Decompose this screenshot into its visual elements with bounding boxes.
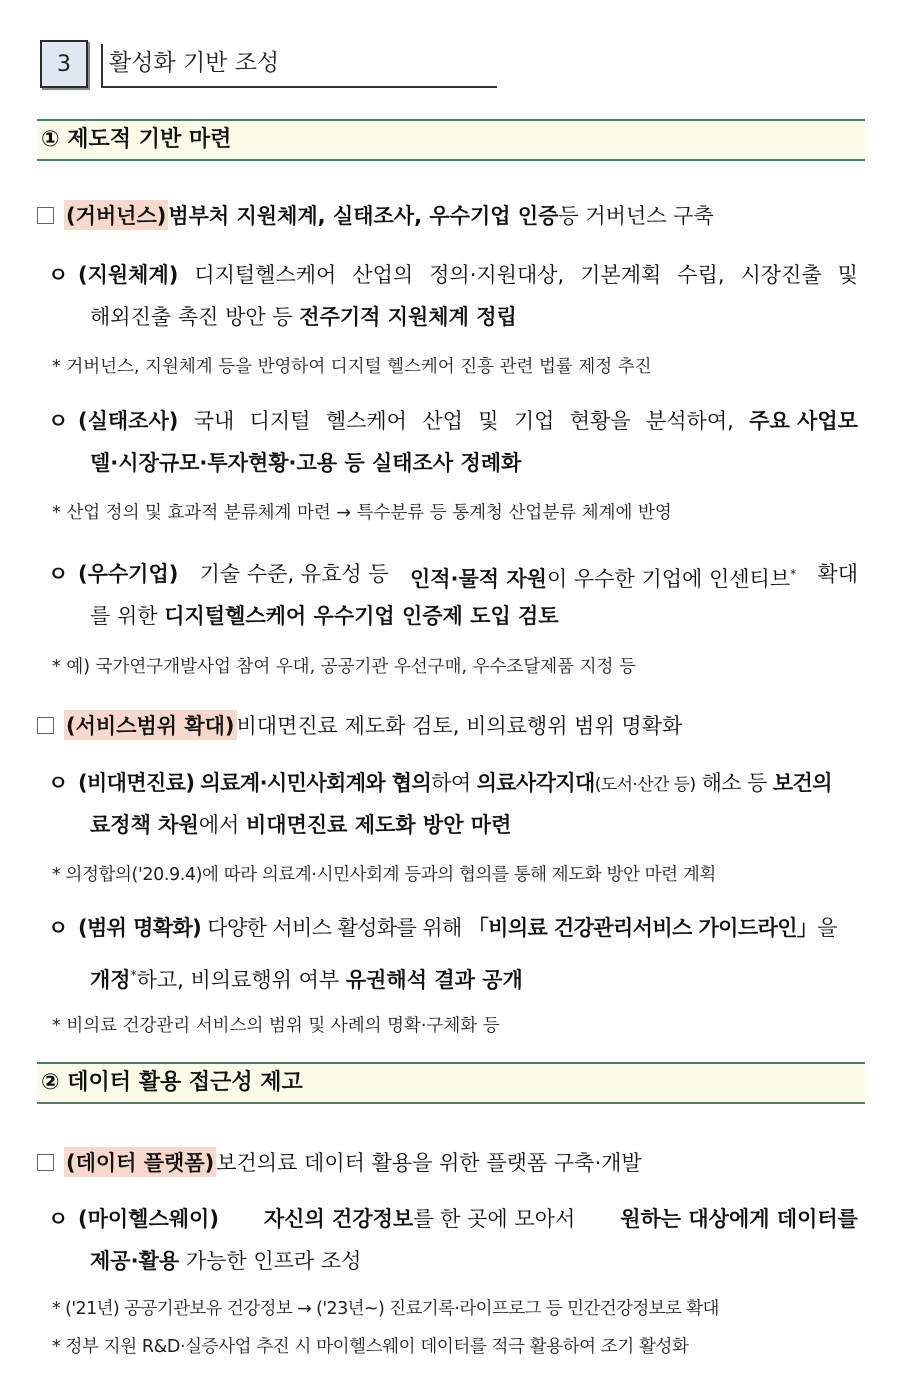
item-text: 에서 [198,813,246,837]
item-text: 기술 수준, 유효성 등 [199,562,389,586]
item-text-small: (도서·산간 등) [594,775,696,795]
bullet-icon: ㅇ [48,562,69,586]
section-heading-data-access: ② 데이터 활용 접근성 제고 [37,1062,865,1104]
bullet-icon: ㅇ [48,1207,69,1231]
item-text: 등 거버넌스 구축 [558,204,714,228]
item-text: 다양한 서비스 활성화를 위해 [207,916,462,940]
item-text: 하고, 비의료행위 여부 [136,968,346,992]
item-word: 정의·지원대상, [429,263,565,287]
item-myhealthway [48,1198,870,1282]
item-text-bold: 범부처 지원체계, 실태조사, 우수기업 인증 [168,204,559,228]
item-scope-clarification [48,907,870,1001]
item-word: 헬스케어 [325,409,407,433]
footnote: * 예) 국가연구개발사업 참여 우대, 공공기관 우선구매, 우수조달제품 지정 등 [52,657,636,677]
item-governance [37,200,714,230]
item-text-bold: 디지털헬스케어 우수기업 인증제 도입 검토 [164,604,559,628]
item-text-bold: 의료사각지대 [476,771,595,795]
item-text-bold: 개정 [90,968,131,992]
bullet-icon: ㅇ [48,409,69,433]
item-word: 및 [478,409,499,433]
item-text-bold: 유권해석 결과 공개 [345,968,523,992]
item-word: 기본계획 [580,263,662,287]
item-text-bold: 주요 사업모 [749,409,858,433]
item-telemedicine [48,762,870,846]
item-text: 확대 [817,562,858,586]
footnote: * 비의료 건강관리 서비스의 범위 및 사례의 명확·구체화 등 [52,1016,500,1036]
item-tag: (범위 명확화) [78,916,202,940]
item-text: 을 [817,916,837,940]
item-word: 산업의 [352,263,414,287]
item-text-bold: 전주기적 지원체계 정립 [299,305,517,329]
item-text: 하여 [431,771,477,795]
tag-label: (거버넌스) [64,200,168,230]
item-line [48,1240,870,1282]
item-tag: (지원체계) [78,263,179,287]
item-text: 비대면진료 제도화 검토, 비의료행위 범위 명확화 [236,714,683,738]
item-line [48,595,870,637]
item-survey [48,400,870,484]
item-excellent-company [48,553,870,637]
item-text-bold: 제공·활용 [90,1249,180,1273]
item-service-scope [37,710,682,740]
item-tag: (우수기업) [78,562,179,586]
item-tag: (실태조사) [78,409,179,433]
item-text-bold: 료정책 차원 [90,813,199,837]
item-text: 이 우수한 기업에 인센티브 [546,567,791,591]
item-word: 수립, [677,263,725,287]
item-data-platform [37,1147,642,1177]
item-text-bold: 델·시장규모·투자현황·고용 등 실태조사 정례화 [90,451,522,475]
item-text: 보건의료 데이터 활용을 위한 플랫폼 구축·개발 [216,1151,642,1175]
item-line [48,1198,858,1240]
item-text-bold: 자신의 건강정보 [263,1207,414,1231]
footnote: * ('21년) 공공기관보유 건강정보 → ('23년~) 진료기록·라이프로그 등 민간건강정보로 확대 [52,1299,719,1319]
item-tag: (마이헬스웨이) [78,1207,219,1231]
bullet-icon: ㅇ [48,771,68,795]
item-line [48,907,870,949]
item-line [48,762,870,804]
footnote-marker: * [790,567,797,581]
item-text: 해소 등 [695,771,773,795]
item-text: 를 한 곳에 모아서 [413,1207,576,1231]
item-word: 디지털 [249,409,311,433]
item-text-bold: 비대면진료 제도화 방안 마련 [246,813,512,837]
item-line [48,804,870,846]
item-text: 가능한 인프라 조성 [179,1249,362,1273]
item-line [48,949,870,1001]
item-word: 디지털헬스케어 [194,263,337,287]
item-word: 국내 [193,409,235,433]
item-word: 기업 [513,409,555,433]
footnote: * 산업 정의 및 효과적 분류체계 마련 → 특수분류 등 통계청 산업분류 체계에 반영 [52,503,672,523]
checkbox-icon [37,207,54,224]
item-text-bold: 의료계·시민사회계와 협의 [200,771,432,795]
chapter-title: 활성화 기반 조성 [101,44,497,88]
footnote: * 의정합의('20.9.4)에 따라 의료계·시민사회계 등과의 협의를 통해 제도화 방안 마련 계획 [52,865,716,885]
item-support-system [48,254,870,338]
checkbox-icon [37,1154,54,1171]
item-word: 현황을 [569,409,631,433]
bullet-icon: ㅇ [48,916,68,940]
checkbox-icon [37,717,54,734]
item-text-bold: 원하는 대상에게 데이터를 [620,1207,858,1231]
footnote: * 거버넌스, 지원체계 등을 반영하여 디지털 헬스케어 진흥 관련 법률 제정 추진 [52,357,652,377]
item-text-bold: 「비의료 건강관리서비스 가이드라인」 [467,916,818,940]
item-line [48,296,870,338]
tag-label: (서비스범위 확대) [64,710,237,740]
item-text-bold: 인적·물적 자원 [409,567,547,591]
item-line [48,442,870,484]
item-text: 를 위한 [90,604,165,628]
tag-label: (데이터 플랫폼) [64,1147,216,1177]
item-word: 분석하여, [646,409,734,433]
bullet-icon: ㅇ [48,263,69,287]
item-word: 시장진출 [740,263,822,287]
item-text-bold: 보건의 [772,771,832,795]
item-word: 산업 [422,409,463,433]
chapter-number: 3 [40,40,88,88]
item-line [48,400,858,442]
item-word: 및 [837,263,858,287]
item-line [48,553,858,595]
footnote-marker: * [130,968,137,982]
item-line [48,254,858,296]
section-heading-institutional: ① 제도적 기반 마련 [37,119,865,161]
item-tag: (비대면진료) [78,771,195,795]
footnote: * 정부 지원 R&D·실증사업 추진 시 마이헬스웨이 데이터를 적극 활용하여 조기 활성화 [52,1337,689,1357]
item-text: 해외진출 촉진 방안 등 [90,305,300,329]
